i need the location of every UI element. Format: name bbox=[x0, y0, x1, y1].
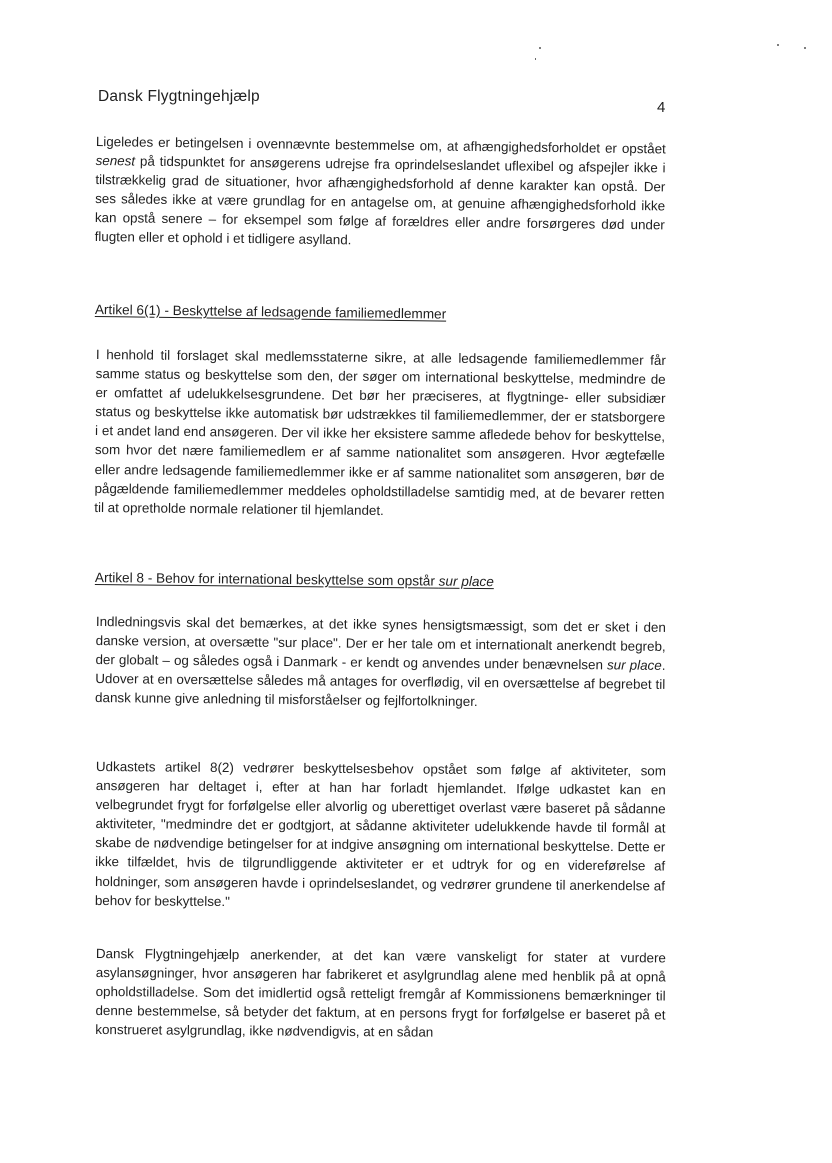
scan-speck bbox=[535, 58, 536, 60]
header-organization: Dansk Flygtningehjælp bbox=[98, 88, 260, 105]
paragraph-fabricated-claims: Dansk Flygtningehjælp anerkender, at det kan være vanskeligt for stater at vurdere asylansøgninger, hvor ansøgeren har fabrikeret et asylgrundlag alene med henblik på at opnå opholdstilladelse. Som det imidlertid også retteligt fremgår af Kommissionens bemærkninger til denne bestemmelse, så betyder det faktum, at en persons frygt for forfølgelse er baseret på et konstrueret asylgrundlag, ikke nødvendigvis, at en sådan bbox=[95, 945, 666, 1041]
scan-speck bbox=[777, 44, 779, 46]
paragraph-family-members: I henhold til forslaget skal medlemsstaterne sikre, at alle ledsagende familiemedlemmer får samme status og beskyttelse som den, der søger om international beskyttelse, medmindre de er omfattet af udelukkelsesgrundene. Det bør her præciseres, at flygtninge- eller subsidiær status og beskyttelse ikke automatisk bør udstrækkes til familiemedlemmer, der er statsborgere i et andet land end ansøgeren. Der vil ikke her eksistere samme afledede behov for beskyttelse, som hvor det nære familiemedlem er af samme nationalitet som ansøgeren. Hvor ægtefælle eller andre ledsagende familiemedlemmer ikke er af samme nationalitet som ansøgeren, bør de pågældende familiemedlemmer meddeles opholdstilladelse samtidig med, at de bevarer retten til at opretholde normale relationer til hjemlandet. bbox=[94, 346, 666, 518]
paragraph-article-8-2: Udkastets artikel 8(2) vedrører beskyttelsesbehov opstået som følge af aktiviteter, som ansøgeren har deltaget i, efter at han har forladt hjemlandet. Ifølge udkastet kan en velbegrundet frygt for forfølgelse eller alvorlig og uberettiget overlast være baseret på sådanne aktiviteter, "medmindre det er godtgjort, at sådanne aktiviteter udelukkende havde til formål at skabe de nødvendige betingelser for at indgive ansøgning om international beskyttelse. Dette er ikke tilfældet, hvis de tilgrundliggende aktiviteter er et udtryk for og en videreførelse af holdninger, som ansøgeren havde i oprindelseslandet, og vedrører grundene til anerkendelse af behov for beskyttelse." bbox=[94, 758, 666, 909]
page-number: 4 bbox=[657, 99, 666, 116]
section-heading-article-6-1: Artikel 6(1) - Beskyttelse af ledsagende familiemedlemmer bbox=[94, 302, 447, 322]
emphasis-senest: senest bbox=[95, 153, 136, 169]
paragraph-sur-place-translation: Indledningsvis skal det bemærkes, at det ikke synes hensigtsmæssigt, som det er sket i den danske version, at oversætte "sur place". Der er her tale om et internationalt anerkendt begreb, der globalt – og således også i Danmark - er kendt og anvendes under benævnelsen sur place. Udover at en oversættelse således må antages for overflødig, vil en oversættelse af begrebet til dansk kunne give anledning til misforståelser og fejlfortolkninger. bbox=[95, 613, 666, 710]
scan-speck bbox=[804, 47, 806, 49]
paragraph-dependency: Ligeledes er betingelsen i ovennævnte bestemmelse om, at afhængighedsforholdet er opstået senest på tidspunktet for ansøgerens udrejse fra oprindelseslandet uflexibel og afspejler ikke i tilstrækkelig grad de situationer, hvor afhængighedsforhold af denne karakter kan opstå. Der ses således ikke at være grundlag for en antagelse om, at genuine afhængighedsforhold ikke kan opstå senere – for eksempel som følge af forældres eller andre forsørgeres død under flugten eller et ophold i et tidligere asylland. bbox=[94, 133, 666, 248]
section-heading-article-8: Artikel 8 - Behov for international beskyttelse som opstår sur place bbox=[94, 570, 494, 590]
scan-speck bbox=[539, 47, 541, 49]
emphasis-sur-place: sur place bbox=[606, 657, 662, 674]
